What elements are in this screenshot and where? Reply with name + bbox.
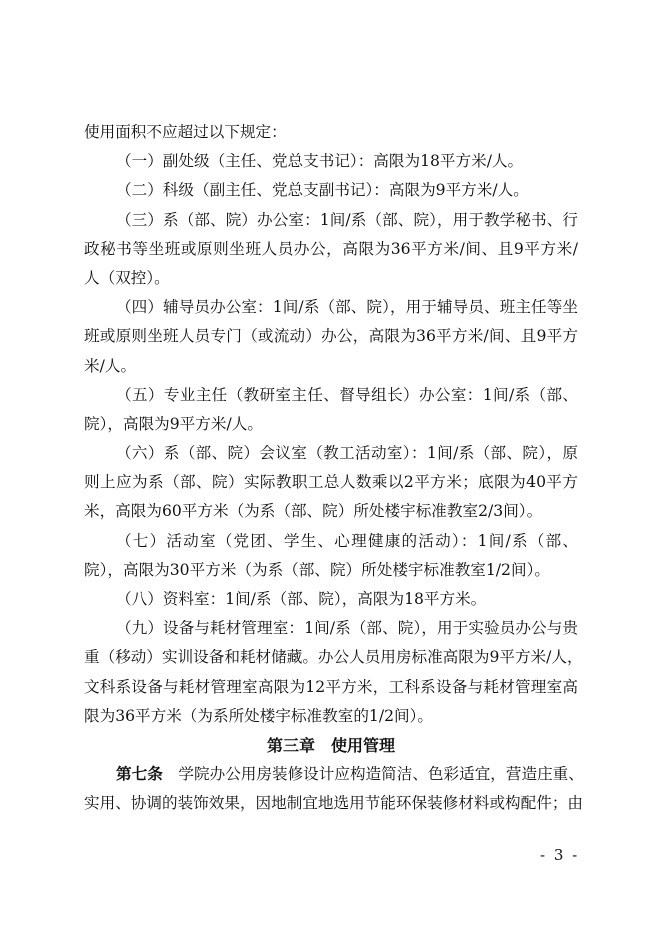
text-line: 限为36平方米（为系所处楼宇标准教室的1/2间）。 [84,706,434,725]
text-line: 院），高限为30平方米（为系（部、院）所处楼宇标准教室1/2间）。 [84,560,550,579]
text-line: 米，高限为60平方米（为系（部、院）所处楼宇标准教室2/3间）。 [84,502,543,521]
text-line: （六）系（部、院）会议室（教工活动室）：1间/系（部、院），原 [116,444,578,463]
text-line: 则上应为系（部、院）实际教职工总人数乘以2平方米；底限为40平方 [84,473,578,492]
text-line: （七）活动室（党团、学生、心理健康的活动）：1间/系（部、 [116,531,578,550]
text-line: 使用面积不应超过以下规定： [84,123,287,141]
article-line [84,760,584,789]
text-line: 重（移动）实训设备和耗材储藏。办公人员用房标准高限为9平方米/人， [84,648,583,667]
text-line: 米/人。 [84,356,137,375]
text-line: 文科系设备与耗材管理室高限为12平方米，工科系设备与耗材管理室高 [84,677,578,696]
article-text: 学院办公用房装修设计应构造简洁、色彩适宜，营造庄重、 [178,765,584,784]
document-body [84,118,584,819]
page-number: - 3 - [540,846,580,864]
text-line: 人（双控）。 [84,268,170,287]
text-line: 班或原则坐班人员专门（或流动）办公，高限为36平方米/间、且9平方 [84,327,578,346]
article-label: 第七条 [116,765,163,784]
text-line: （五）专业主任（教研室主任、督导组长）办公室：1间/系（部、 [116,385,578,404]
text-line: （二）科级（副主任、党总支副书记）：高限为9平方米/人。 [116,181,529,200]
text-line: （一）副处级（主任、党总支书记）：高限为18平方米/人。 [116,152,524,171]
text-line: （四）辅导员办公室：1间/系（部、院），用于辅导员、班主任等坐 [116,298,578,317]
text-line: 院），高限为9平方米/人。 [84,414,263,433]
text-line: （三）系（部、院）办公室：1间/系（部、院），用于教学秘书、行 [116,210,578,229]
text-line: （八）资料室：1间/系（部、院），高限为18平方米。 [116,590,487,608]
text-line: 实用、协调的装饰效果，因地制宜地选用节能环保装修材料或构配件；由 [84,794,584,813]
chapter-heading: 第三章 使用管理 [266,735,395,755]
text-line: 政秘书等坐班或原则坐班人员办公，高限为36平方米/间、且9平方米/ [84,239,578,258]
text-line: （九）设备与耗材管理室：1间/系（部、院），用于实验员办公与贵 [116,619,578,638]
